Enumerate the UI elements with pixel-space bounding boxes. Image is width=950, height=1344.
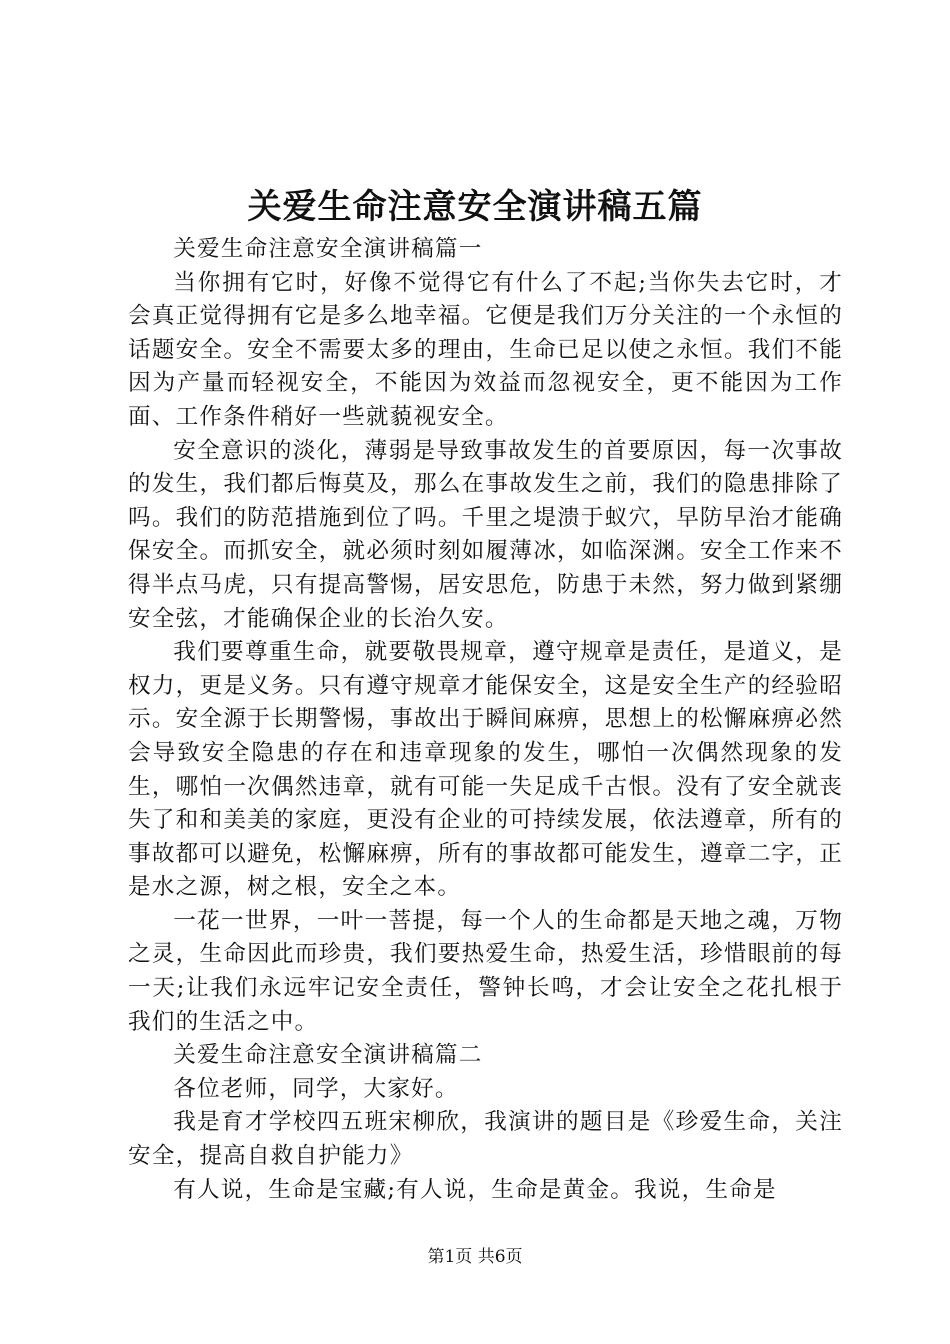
section-heading-2: 关爱生命注意安全演讲稿篇二 — [173, 1042, 483, 1069]
paragraph: 我是育才学校四五班宋柳欣，我演讲的题目是《珍爱生命，关注安全，提高自救自护能力》 — [128, 1109, 843, 1170]
document-title: 关爱生命注意安全演讲稿五篇 — [247, 187, 703, 227]
document-body — [128, 233, 843, 1207]
paragraph: 有人说，生命是宝藏;有人说，生命是黄金。我说，生命是 — [173, 1176, 777, 1203]
paragraph: 当你拥有它时，好像不觉得它有什么了不起;当你失去它时，才会真正觉得拥有它是多么地幸福。它便是我们万分关注的一个永恒的话题安全。安全不需要太多的理由，生命已足以使之永恒。我们不能因为产量而轻视安全，不能因为效益而忽视安全，更不能因为工作面、工作条件稍好一些就藐视安全。 — [128, 269, 843, 430]
paragraph: 安全意识的淡化，薄弱是导致事故发生的首要原因，每一次事故的发生，我们都后悔莫及，那么在事故发生之前，我们的隐患排除了吗。我们的防范措施到位了吗。千里之堤溃于蚁穴，早防早治才能确保安全。而抓安全，就必须时刻如履薄冰，如临深渊。安全工作来不得半点马虎，只有提高警惕，居安思危，防患于未然，努力做到紧绷安全弦，才能确保企业的长治久安。 — [128, 437, 843, 632]
section-heading-1: 关爱生命注意安全演讲稿篇一 — [173, 236, 483, 262]
page-number-footer: 第1页 共6页 — [427, 1247, 523, 1267]
paragraph: 我们要尊重生命，就要敬畏规章，遵守规章是责任，是道义，是权力，更是义务。只有遵守规章才能保安全，这是安全生产的经验昭示。安全源于长期警惕，事故出于瞬间麻痹，思想上的松懈麻痹必然会导致安全隐患的存在和违章现象的发生，哪怕一次偶然现象的发生，哪怕一次偶然违章，就有可能一失足成千古恨。没有了安全就丧失了和和美美的家庭，更没有企业的可持续发展，依法遵章，所有的事故都可以避免，松懈麻痹，所有的事故都可能发生，遵章二字，正是水之源，树之根，安全之本。 — [128, 639, 843, 901]
paragraph: 一花一世界，一叶一菩提，每一个人的生命都是天地之魂，万物之灵，生命因此而珍贵，我们要热爱生命，热爱生活，珍惜眼前的每一天;让我们永远牢记安全责任，警钟长鸣，才会让安全之花扎根于我们的生活之中。 — [128, 907, 843, 1035]
paragraph: 各位老师，同学，大家好。 — [173, 1075, 459, 1102]
